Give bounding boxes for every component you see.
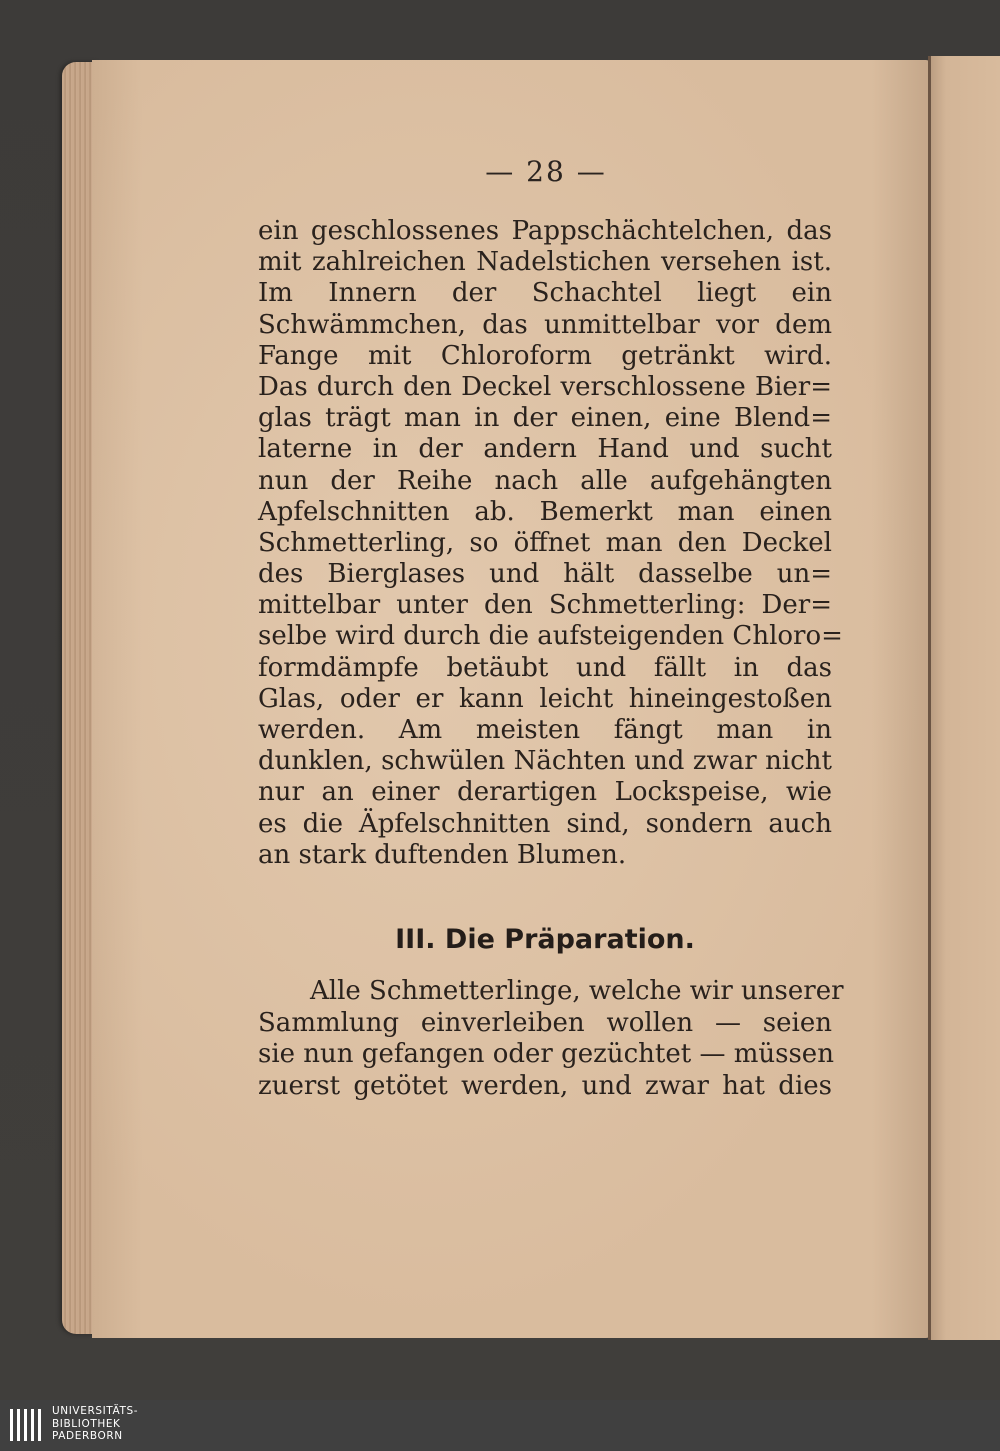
text-line: des Bierglases und hält dasselbe un= [258,559,832,590]
text-line: formdämpfe betäubt und fällt in das [258,652,832,683]
text-line: werden. Am meisten fängt man in [258,715,832,745]
text-line: Alle Schmetterlinge, welche wir unserer [310,976,844,1006]
book-gutter [928,56,931,1340]
library-name-line: BIBLIOTHEK [52,1417,121,1430]
text-line: Sammlung einverleiben wollen — seien [258,1007,832,1038]
library-logo-icon [8,1405,44,1445]
text-line: nur an einer derartigen Lockspeise, wie [258,777,832,808]
text-line: dunklen, schwülen Nächten und zwar nicht [258,746,832,777]
section-heading: III. Die Präparation. [395,924,695,955]
text-line: glas trägt man in der einen, eine Blend= [258,403,832,434]
text-line: Glas, oder er kann leicht hineingestoßen [258,683,832,714]
text-line: Das durch den Deckel verschlossene Bier= [258,371,832,402]
text-line: mittelbar unter den Schmetterling: Der= [258,590,832,621]
text-line: Schwämmchen, das unmittelbar vor dem [258,309,832,340]
library-name-line: PADERBORN [52,1430,123,1442]
text-line: ein geschlossenes Pappschächtelchen, das [258,216,832,246]
text-line: sie nun gefangen oder gezüchtet — müssen [258,1039,834,1069]
library-name [52,1405,138,1443]
text-line: selbe wird durch die aufsteigenden Chloro= [258,621,843,652]
library-name-line: UNIVERSITÄTS- [52,1405,139,1417]
text-line: zuerst getötet werden, und zwar hat dies [258,1070,832,1101]
facing-page-edge [928,56,1000,1340]
body-text [258,216,843,871]
text-line: laterne in der andern Hand und sucht [258,434,832,465]
text-line: mit zahlreichen Nadelstichen versehen ist. [258,247,832,278]
section-text [258,976,844,1102]
text-line: an stark duftenden Blumen. [258,839,627,870]
text-line: Apfelschnitten ab. Bemerkt man einen [258,496,832,527]
text-line: Im Innern der Schachtel liegt ein [258,278,832,309]
text-line: nun der Reihe nach alle aufgehängten [258,465,832,496]
text-line: Fange mit Chloroform getränkt wird. [258,340,832,371]
library-footer-bar [0,1400,1000,1451]
page-number: — 28 — [485,155,607,188]
text-line: Schmetterling, so öffnet man den Deckel [258,527,832,558]
text-line: es die Äpfelschnitten sind, sondern auch [258,808,832,839]
